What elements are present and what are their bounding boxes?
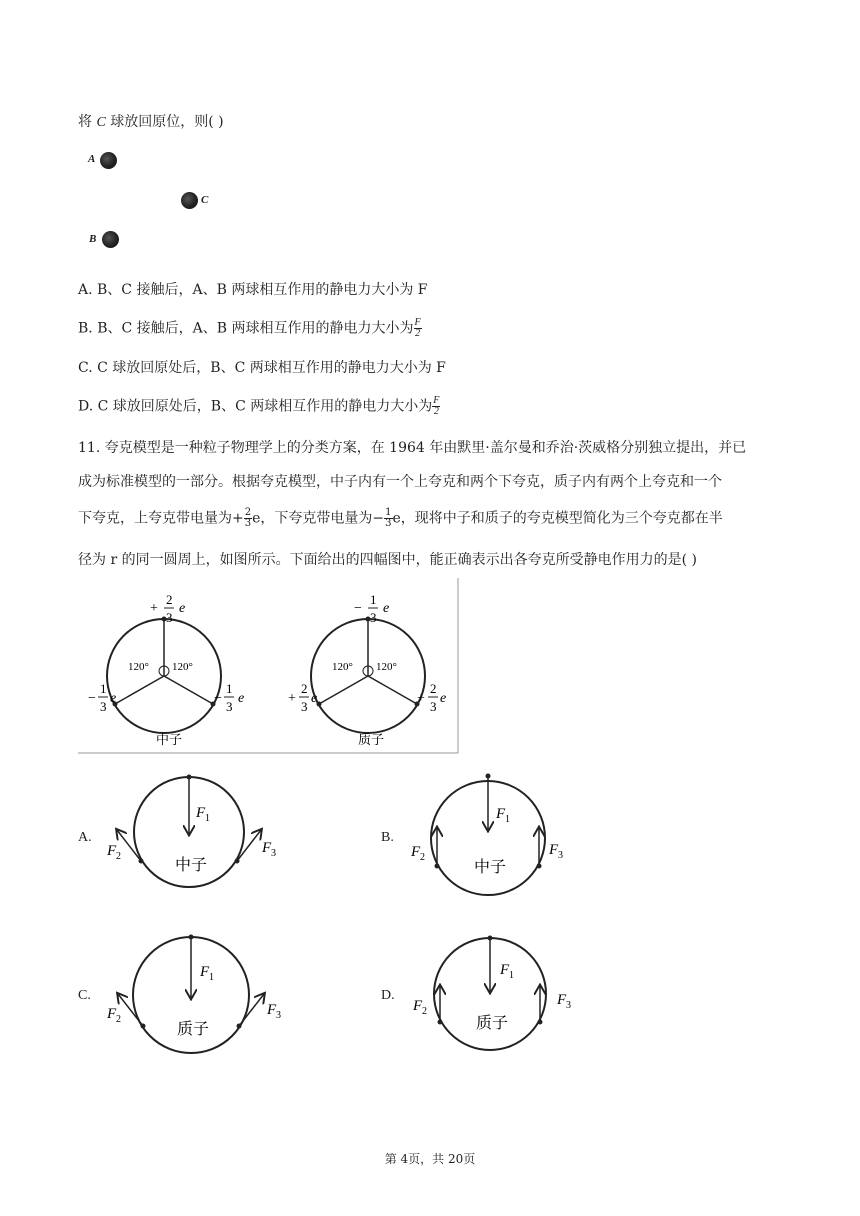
svg-text:2: 2: [301, 681, 308, 696]
ball-label-a: A: [88, 153, 96, 165]
svg-text:3: 3: [271, 848, 276, 859]
svg-text:+: +: [288, 691, 296, 706]
proton-angle-right: 120°: [376, 661, 397, 673]
ball-c: [181, 192, 198, 209]
q10-option-b[interactable]: B. B、C 接触后，A、B 两球相互作用的静电力大小为 $\frac{F}{2}$: [78, 317, 421, 339]
svg-text:3: 3: [370, 610, 377, 625]
svg-text:F: F: [413, 998, 423, 1014]
page-footer: 第 4页，共 20页: [384, 1152, 476, 1166]
q11-line-4: 径为 r 的同一圆周上，如图所示。下面给出的四幅图中，能正确表示出各夸克所受静电作用力的是( ): [78, 552, 697, 568]
neutron-label: 中子: [156, 732, 183, 747]
svg-text:中子: 中子: [175, 857, 208, 874]
answer-option-c-letter[interactable]: C.: [78, 988, 91, 1003]
answer-option-d-diagram[interactable]: [404, 928, 584, 1058]
ball-a: [100, 152, 117, 169]
neutron-angle-right: 120°: [172, 661, 193, 673]
svg-text:F: F: [557, 992, 567, 1008]
svg-text:F: F: [496, 806, 506, 822]
svg-text:2: 2: [116, 1014, 121, 1025]
svg-text:+: +: [150, 601, 158, 616]
svg-text:3: 3: [166, 610, 173, 625]
svg-text:1: 1: [226, 681, 233, 696]
answer-option-c-diagram[interactable]: [100, 928, 290, 1062]
ball-b: [102, 231, 119, 248]
svg-text:F: F: [411, 844, 421, 860]
intro-variable: C: [96, 115, 106, 130]
svg-text:−: −: [354, 601, 362, 616]
svg-text:1: 1: [209, 972, 214, 983]
q10-option-a[interactable]: A. B、C 接触后，A、B 两球相互作用的静电力大小为 F: [78, 282, 428, 298]
svg-text:F: F: [196, 805, 206, 821]
svg-text:1: 1: [505, 814, 510, 825]
ball-label-c: C: [201, 194, 209, 206]
svg-text:1: 1: [100, 681, 107, 696]
svg-text:−: −: [88, 691, 96, 706]
question-intro: 将 C 球放回原位，则( ): [78, 114, 224, 130]
svg-text:F: F: [107, 1006, 117, 1022]
svg-text:e: e: [110, 691, 117, 706]
answer-option-a-diagram[interactable]: [100, 770, 290, 890]
svg-text:中子: 中子: [474, 859, 507, 876]
svg-text:e: e: [179, 601, 186, 616]
neutron-diagram: [88, 592, 244, 747]
answer-option-b-diagram[interactable]: [404, 770, 584, 900]
proton-label: 质子: [358, 732, 385, 747]
svg-text:1: 1: [205, 813, 210, 824]
svg-text:e: e: [383, 601, 390, 616]
svg-text:3: 3: [558, 850, 563, 861]
svg-text:F: F: [262, 840, 272, 856]
svg-text:3: 3: [276, 1010, 281, 1021]
svg-text:F: F: [500, 962, 510, 978]
answer-option-d-letter[interactable]: D.: [381, 988, 395, 1003]
svg-text:3: 3: [430, 699, 437, 714]
svg-text:3: 3: [100, 699, 107, 714]
svg-text:e: e: [440, 691, 447, 706]
proton-angle-left: 120°: [332, 661, 353, 673]
svg-text:+: +: [417, 691, 425, 706]
svg-text:2: 2: [116, 851, 121, 862]
q10-option-c[interactable]: C. C 球放回原处后，B、C 两球相互作用的静电力大小为 F: [78, 360, 446, 376]
answer-option-b-letter[interactable]: B.: [381, 830, 394, 845]
svg-text:2: 2: [166, 592, 173, 607]
svg-text:质子: 质子: [177, 1021, 210, 1038]
svg-text:F: F: [200, 964, 210, 980]
svg-text:3: 3: [301, 699, 308, 714]
svg-text:−: −: [214, 691, 222, 706]
svg-text:质子: 质子: [476, 1015, 509, 1032]
svg-text:1: 1: [370, 592, 377, 607]
svg-text:e: e: [311, 691, 318, 706]
svg-text:2: 2: [420, 852, 425, 863]
svg-text:2: 2: [430, 681, 437, 696]
svg-text:F: F: [267, 1002, 277, 1018]
svg-text:e: e: [238, 691, 245, 706]
quark-model-figure: [78, 578, 460, 754]
svg-text:3: 3: [566, 1000, 571, 1011]
ball-label-b: B: [89, 233, 97, 245]
neutron-angle-left: 120°: [128, 661, 149, 673]
svg-text:F: F: [549, 842, 559, 858]
svg-text:F: F: [107, 843, 117, 859]
q11-line-1: 11. 夸克模型是一种粒子物理学上的分类方案，在 1964 年由默里·盖尔曼和乔治·茨威格分别独立提出，并已: [78, 440, 747, 456]
svg-text:3: 3: [226, 699, 233, 714]
q11-line-2: 成为标准模型的一部分。根据夸克模型，中子内有一个上夸克和两个下夸克，质子内有两个上夸克和一个: [78, 474, 722, 490]
answer-option-a-letter[interactable]: A.: [78, 830, 92, 845]
svg-text:2: 2: [422, 1006, 427, 1017]
q11-line-3: 下夸克，上夸克带电量为+ $\frac{2}{3}$ e，下夸克带电量为− $\frac{1}{3}$ e，现将中子和质子的夸克模型简化为三个夸克都在半: [78, 507, 723, 529]
q10-option-d[interactable]: D. C 球放回原处后，B、C 两球相互作用的静电力大小为 $\frac{F}{2}$: [78, 395, 440, 417]
proton-diagram: [288, 592, 446, 747]
svg-text:1: 1: [509, 970, 514, 981]
